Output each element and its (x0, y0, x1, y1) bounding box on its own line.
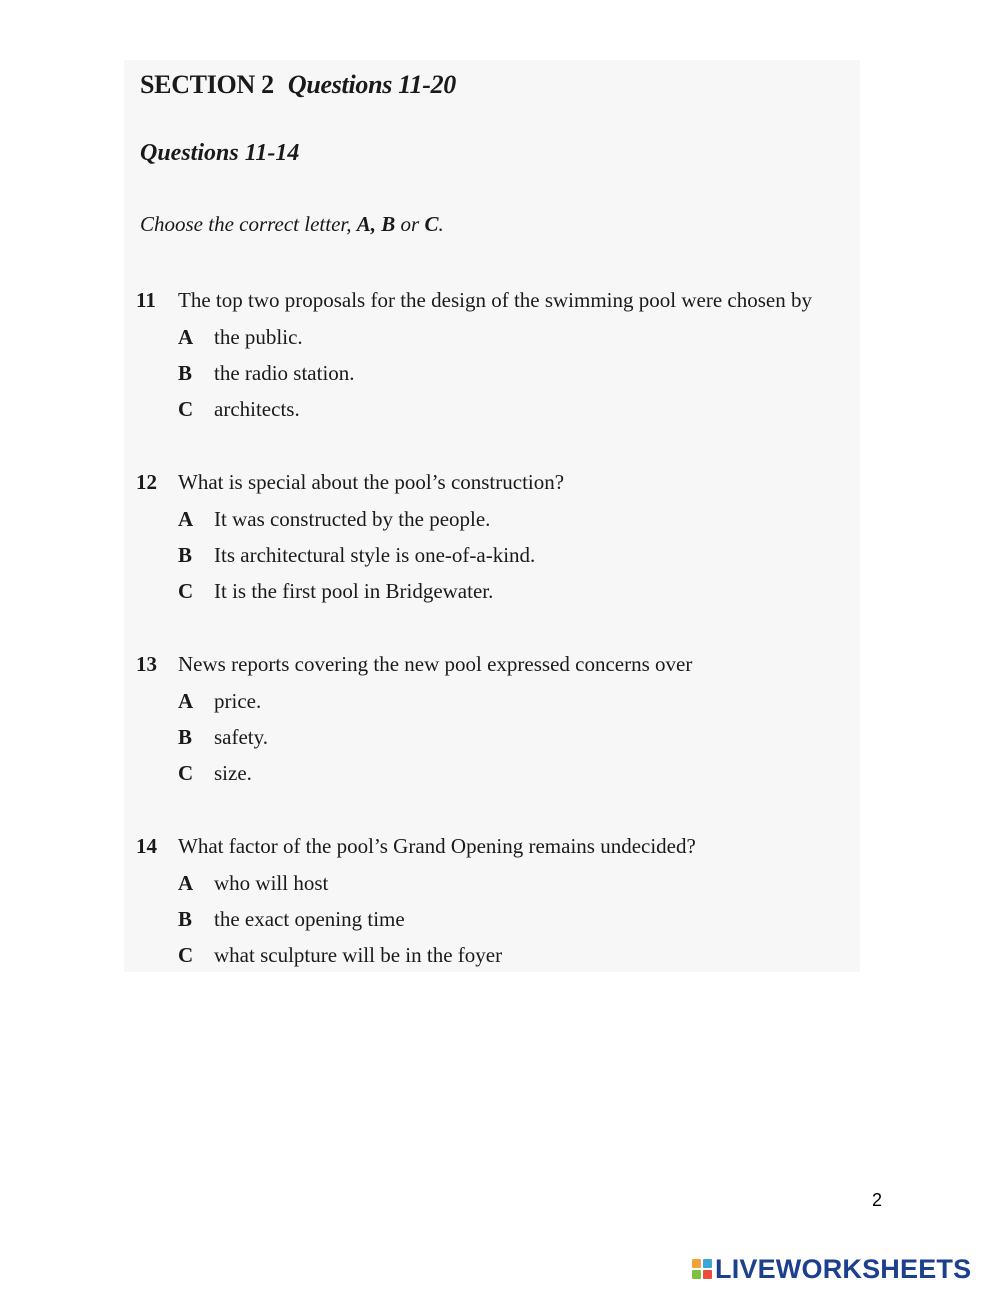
option-letter: B (178, 543, 193, 567)
question-number: 12 (136, 470, 157, 494)
logo-square (703, 1270, 712, 1279)
option-text: It was constructed by the people. (214, 507, 491, 531)
option-text: the radio station. (214, 361, 355, 385)
option-text: the exact opening time (214, 907, 405, 931)
option-letter: A (178, 871, 194, 895)
question-text: News reports covering the new pool expressed concerns over (178, 652, 693, 676)
liveworksheets-logo[interactable] (692, 1254, 971, 1284)
option-letter: C (178, 943, 194, 967)
question-text: What factor of the pool’s Grand Opening remains undecided? (178, 834, 696, 858)
question-text: The top two proposals for the design of the swimming pool were chosen by (178, 288, 812, 312)
option-text: price. (214, 689, 262, 713)
questions-range: Questions 11-20 (287, 70, 456, 99)
option-letter: B (178, 907, 193, 931)
logo-square (692, 1270, 701, 1279)
option-text: safety. (214, 725, 269, 749)
option-text: size. (214, 761, 252, 785)
option-text: who will host (214, 871, 329, 895)
option-letter: B (178, 725, 193, 749)
instruction-suffix: . (438, 212, 444, 236)
option-text: the public. (214, 325, 303, 349)
instruction-prefix: Choose the correct letter, (140, 212, 357, 236)
brand-name: LIVEWORKSHEETS (715, 1253, 972, 1284)
section-label: SECTION 2 (140, 70, 274, 99)
option-text: Its architectural style is one-of-a-kind. (214, 543, 536, 567)
instruction-letters: A, B (356, 212, 396, 236)
questions-subheading: Questions 11-14 (140, 140, 300, 166)
option-letter: C (178, 397, 194, 421)
option-text: It is the first pool in Bridgewater. (214, 579, 494, 603)
option-letter: A (178, 325, 194, 349)
option-letter: A (178, 689, 194, 713)
option-letter: C (178, 761, 194, 785)
option-letter: A (178, 507, 194, 531)
logo-square (703, 1259, 712, 1268)
question-text: What is special about the pool’s construction? (178, 470, 565, 494)
logo-square (692, 1259, 701, 1268)
section-heading (140, 70, 456, 100)
logo-grid-icon (692, 1259, 712, 1279)
instruction-last-letter: C (424, 212, 439, 236)
question-number: 11 (136, 288, 156, 312)
option-letter: C (178, 579, 194, 603)
question-number: 13 (136, 652, 157, 676)
option-text: architects. (214, 397, 300, 421)
option-letter: B (178, 361, 193, 385)
option-text: what sculpture will be in the foyer (214, 943, 503, 967)
page-number: 2 (872, 1190, 883, 1210)
instruction-text (140, 212, 444, 237)
instruction-middle: or (395, 212, 425, 236)
question-number: 14 (136, 834, 157, 858)
